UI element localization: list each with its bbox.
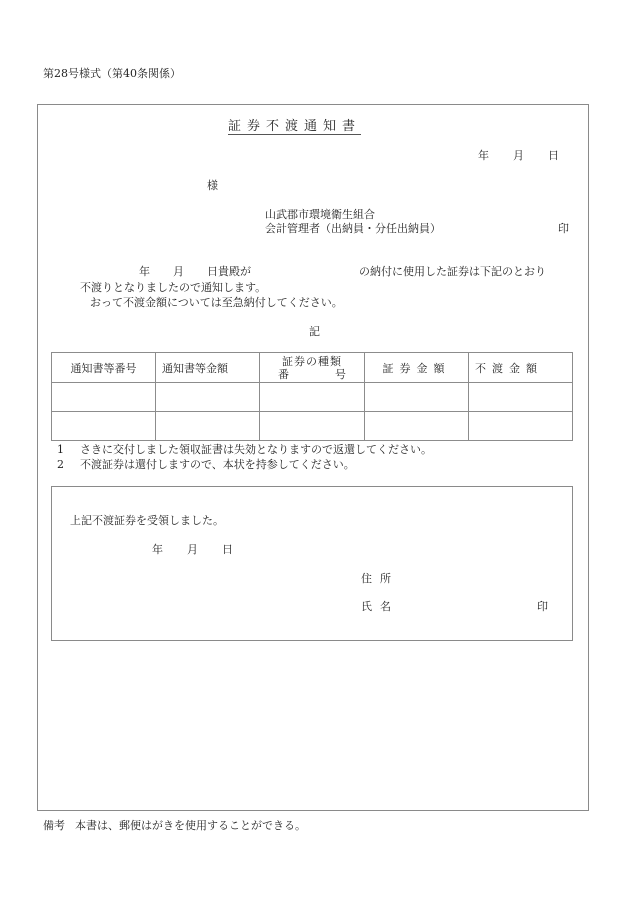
note-1 [57, 444, 432, 455]
receipt-box [51, 486, 573, 641]
remark-text: 本書は、郵便はがきを使用することができる。 [75, 819, 306, 832]
body-line3: おって不渡金額については至急納付してください。 [90, 296, 343, 309]
cell-security-kind[interactable] [260, 383, 365, 412]
note-1-text: さきに交付しました領収証書は失効となりますので返還してください。 [80, 443, 432, 456]
cell-security-amount[interactable] [365, 383, 469, 412]
issuer-seal: 印 [558, 222, 569, 235]
header-label: 不渡金額 [475, 361, 543, 375]
note-2-text: 不渡証券は還付しますので、本状を持参してください。 [80, 458, 355, 471]
cell-dishonored-amount[interactable] [469, 383, 573, 412]
cell-notice-number[interactable] [52, 383, 156, 412]
header-kind-wrap [274, 355, 350, 381]
body-line1-tail: の納付に使用した証券は下記のとおり [359, 265, 546, 278]
remark-label: 備考 [43, 819, 65, 832]
cell-notice-amount[interactable] [156, 412, 260, 441]
body-date-year: 年 [139, 265, 150, 278]
header-date-year: 年 [478, 149, 489, 162]
issuer-officer: 会計管理者（出納員・分任出納員） [265, 222, 441, 235]
table-row [52, 383, 573, 412]
header-security-kind-number [260, 353, 365, 383]
receipt-address-label: 住所 [361, 572, 399, 585]
header-kind-line1: 証券の種類 [282, 354, 342, 368]
header-notice-amount [156, 353, 260, 383]
remark [43, 820, 306, 831]
header-label: 通知書等金額 [162, 361, 228, 375]
body-date-day-phrase: 日貴殿が [207, 265, 251, 278]
securities-table [51, 352, 573, 441]
header-date-day: 日 [548, 149, 559, 162]
header-kind-ban: 番 [278, 367, 289, 381]
receipt-text: 上記不渡証券を受領しました。 [70, 514, 224, 527]
table-row [52, 412, 573, 441]
form-number: 第28号様式（第40条関係） [43, 67, 181, 80]
header-label: 証券金額 [382, 361, 451, 375]
cell-dishonored-amount[interactable] [469, 412, 573, 441]
cell-security-amount[interactable] [365, 412, 469, 441]
addressee-suffix: 様 [207, 179, 218, 192]
header-notice-number [52, 353, 156, 383]
header-date-month: 月 [513, 149, 524, 162]
header-dishonored-amount [469, 353, 573, 383]
note-2 [57, 459, 355, 470]
receipt-seal: 印 [537, 600, 548, 613]
header-security-amount [365, 353, 469, 383]
table-header-row [52, 353, 573, 383]
body-line2: 不渡りとなりましたので通知します。 [80, 281, 267, 294]
document-title: 証券不渡通知書 [228, 119, 362, 134]
body-date-month: 月 [173, 265, 184, 278]
ki-heading: 記 [309, 325, 320, 338]
note-2-number: 2 [57, 458, 64, 471]
note-1-number: 1 [57, 443, 64, 456]
cell-security-kind[interactable] [260, 412, 365, 441]
receipt-date-day: 日 [222, 543, 233, 556]
receipt-date-month: 月 [187, 543, 198, 556]
header-kind-go: 号 [335, 367, 346, 381]
issuer-organization: 山武郡市環境衛生組合 [265, 208, 375, 221]
header-kind-line2 [274, 368, 350, 381]
header-label: 通知書等番号 [70, 361, 137, 375]
cell-notice-number[interactable] [52, 412, 156, 441]
receipt-name-label: 氏名 [361, 600, 399, 613]
receipt-date-year: 年 [152, 543, 163, 556]
cell-notice-amount[interactable] [156, 383, 260, 412]
